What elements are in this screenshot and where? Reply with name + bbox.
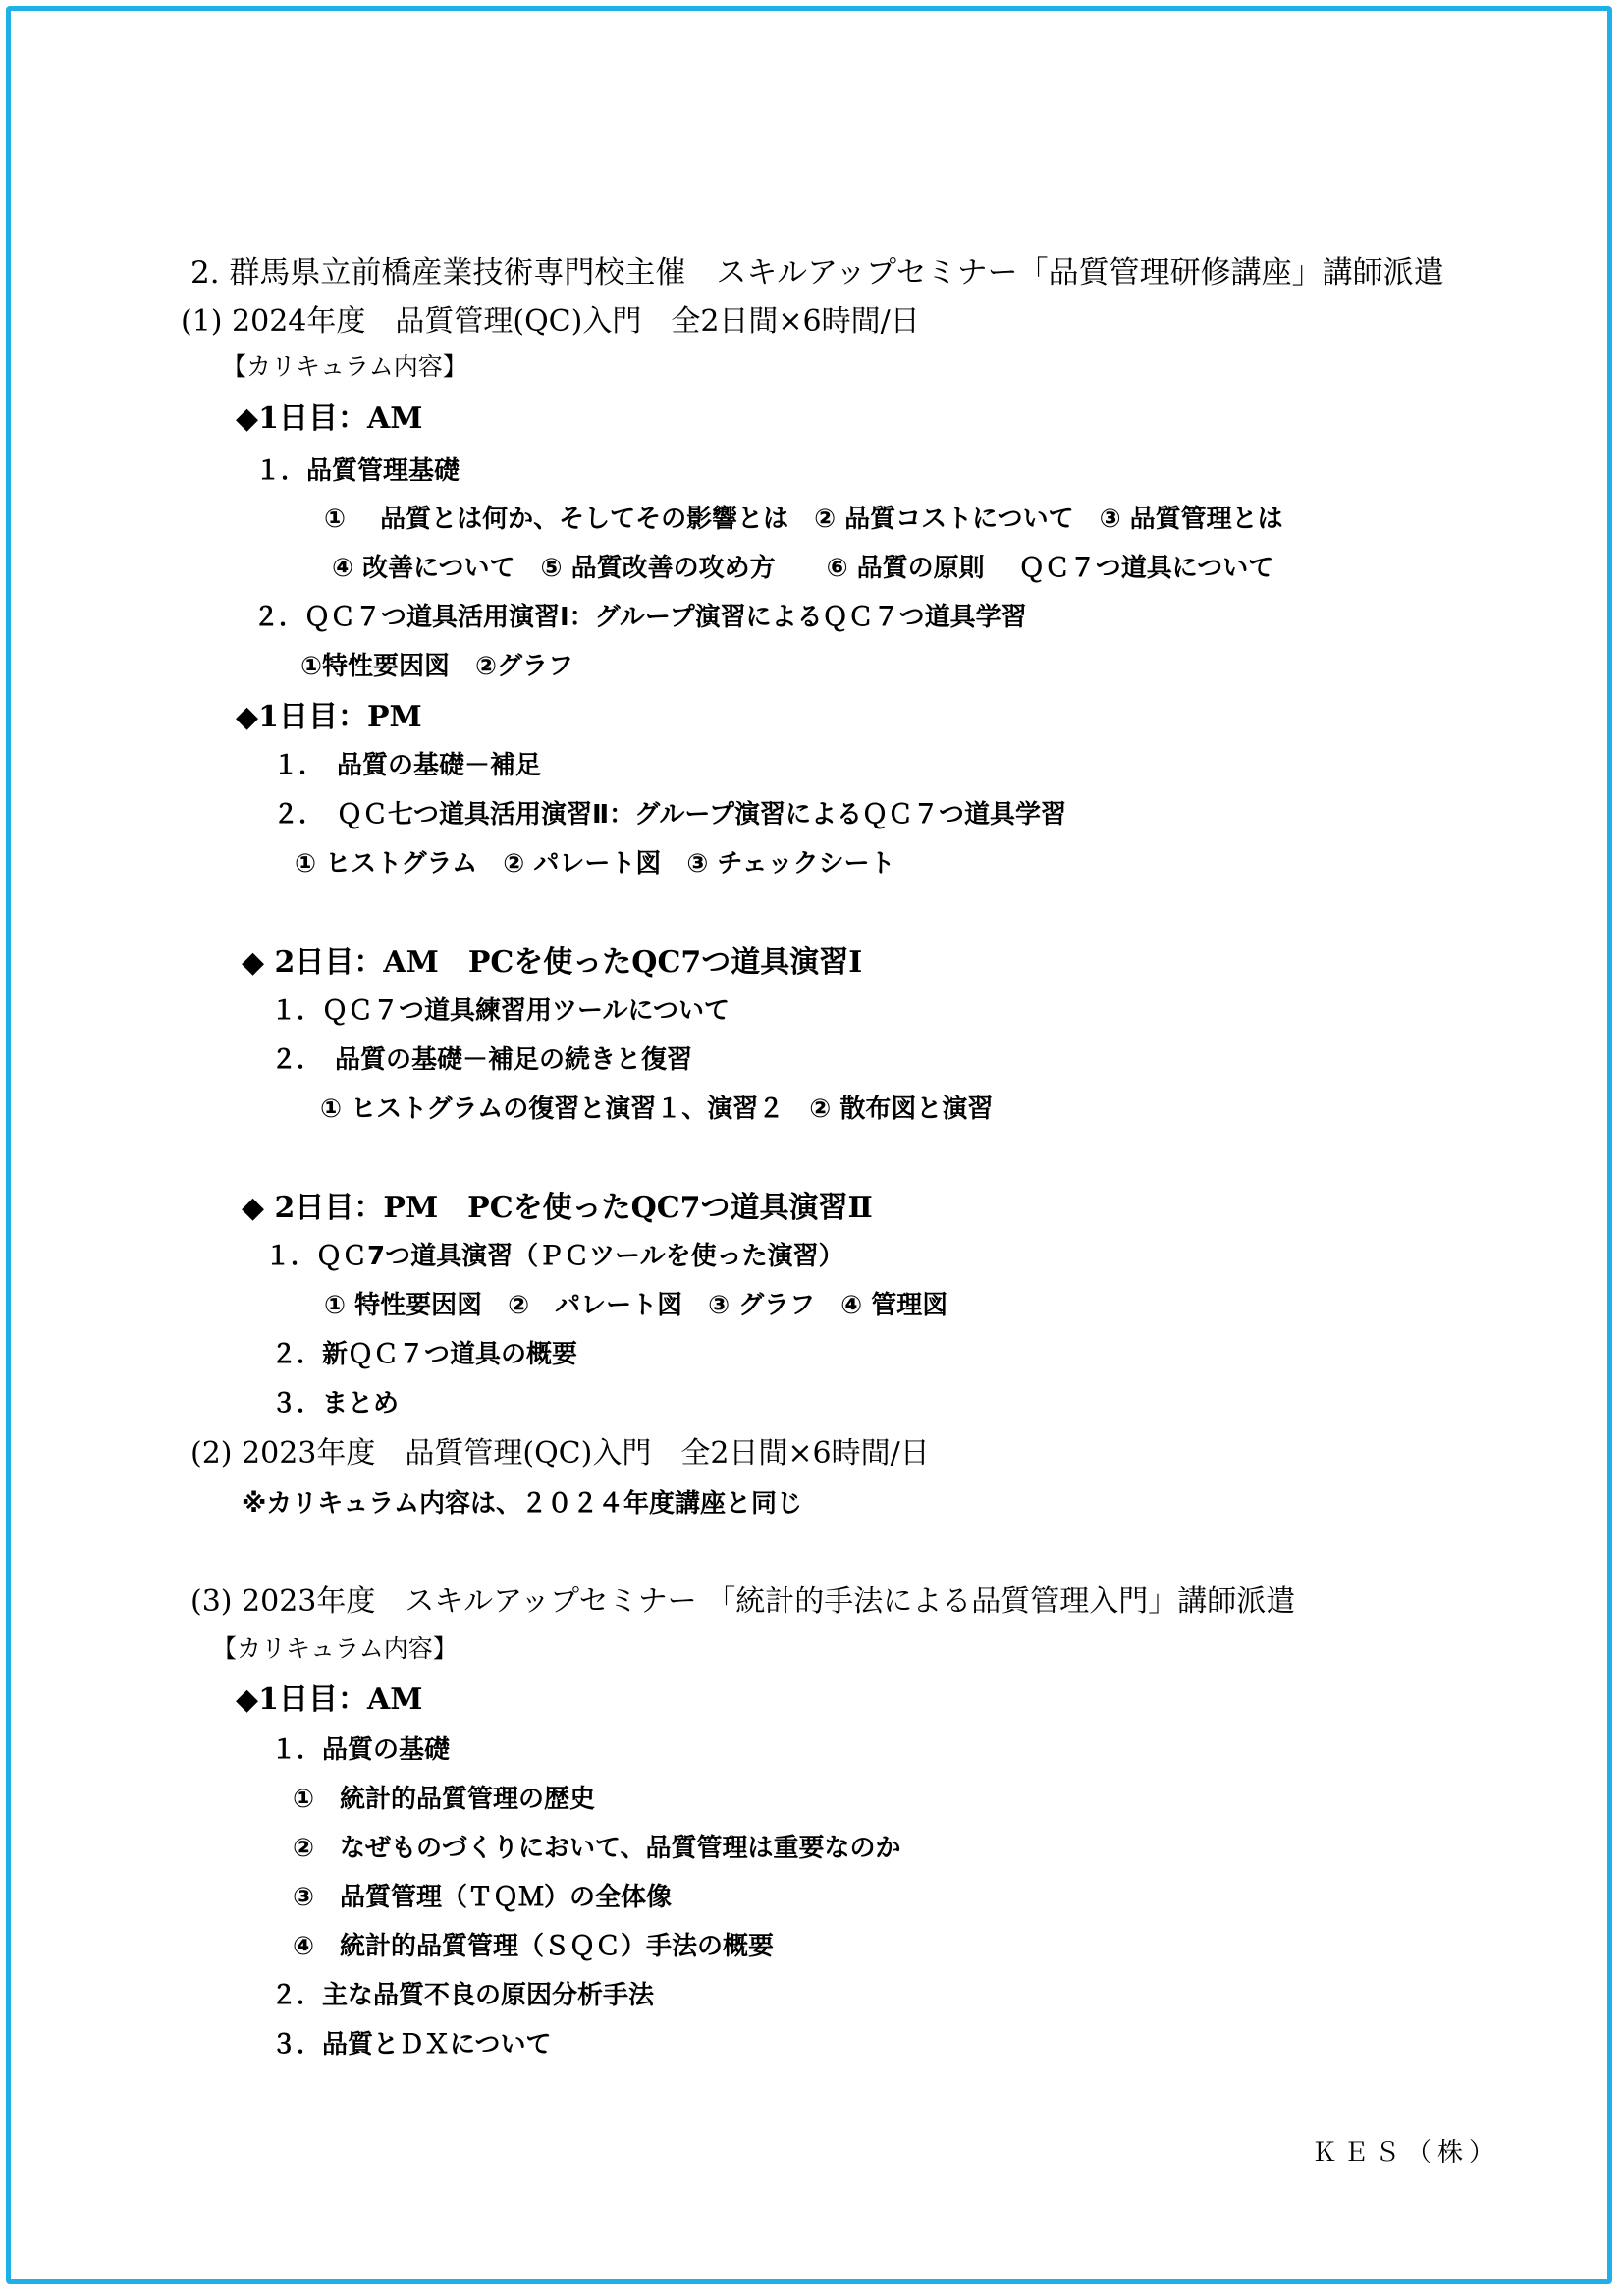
course-2-note: ※カリキュラム内容は、２０２４年度講座と同じ [242,1489,803,1519]
course-1-day1-am-item: １．品質管理基礎 [255,456,460,486]
course-3-day1-am-heading: ◆1日目：AM [236,1682,423,1717]
course-1-day2-pm-item: ３．まとめ [271,1389,400,1418]
section-title: 2. 群馬県立前橋産業技術専門校主催 スキルアップセミナー「品質管理研修講座」講師派遣 [190,255,1444,291]
course-1-day1-pm-item: ① ヒストグラム ② パレート図 ③ チェックシート [295,849,895,879]
course-3-day1-am-item: ③ 品質管理（ＴＱＭ）の全体像 [293,1883,673,1912]
course-1-day1-pm-heading: ◆1日目：PM [236,700,422,734]
footer-company: ＫＥＳ（株） [1312,2138,1501,2167]
course-1-curriculum-label: 【カリキュラム内容】 [222,352,467,381]
course-3-day1-am-item: ④ 統計的品質管理（ＳＱＣ）手法の概要 [293,1932,775,1961]
course-3-day1-am-item: ② なぜものづくりにおいて、品質管理は重要なのか [293,1834,901,1863]
course-1-day1-pm-item: １． 品質の基礎－補足 [273,751,542,780]
course-1-day2-pm-item: １．ＱＣ7つ道具演習（ＰＣツールを使った演習） [265,1242,844,1271]
page-border-frame [6,6,1612,2284]
course-3-day1-am-item: ２．主な品質不良の原因分析手法 [271,1981,655,2010]
course-1-day1-am-item: ２．ＱＣ７つ道具活用演習Ⅰ：グループ演習によるＱＣ７つ道具学習 [253,603,1027,632]
course-1-day1-am-item: ④ 改善について ⑤ 品質改善の攻め方 ⑥ 品質の原則 ＱＣ７つ道具について [332,554,1274,583]
course-1-day1-am-heading: ◆1日目：AM [236,401,423,436]
course-3-curriculum-label: 【カリキュラム内容】 [212,1634,458,1663]
course-1-day2-pm-item: ① 特性要因図 ② パレート図 ③ グラフ ④ 管理図 [324,1291,948,1320]
course-1-heading: (1) 2024年度 品質管理(QC)入門 全2日間×6時間/日 [181,304,920,339]
course-1-day2-am-heading: ◆ 2日目：AM PCを使ったQC7つ道具演習Ⅰ [242,945,863,980]
course-1-day2-am-item: ２． 品質の基礎－補足の続きと復習 [271,1045,693,1075]
course-1-day2-pm-item: ２．新ＱＣ７つ道具の概要 [271,1340,578,1369]
course-3-day1-am-item: ① 統計的品質管理の歴史 [293,1785,596,1814]
course-1-day2-pm-heading: ◆ 2日目：PM PCを使ったQC7つ道具演習Ⅱ [242,1191,873,1225]
course-3-heading: (3) 2023年度 スキルアップセミナー 「統計的手法による品質管理入門」講師派遣 [190,1584,1296,1619]
course-1-day1-am-item: ①特性要因図 ②グラフ [300,652,574,681]
course-1-day2-am-item: １．ＱＣ７つ道具練習用ツールについて [271,996,730,1026]
course-2-heading: (2) 2023年度 品質管理(QC)入門 全2日間×6時間/日 [190,1436,930,1470]
course-3-day1-am-item: ３．品質とＤＸについて [271,2030,552,2059]
course-1-day2-am-item: ① ヒストグラムの復習と演習１、演習２ ② 散布図と演習 [320,1095,994,1124]
course-1-day1-pm-item: ２． ＱＣ七つ道具活用演習Ⅱ：グループ演習によるＱＣ７つ道具学習 [273,800,1067,829]
course-3-day1-am-item: １．品質の基礎 [271,1735,451,1765]
course-1-day1-am-item: ① 品質とは何か、そしてその影響とは ② 品質コストについて ③ 品質管理とは [324,505,1283,534]
